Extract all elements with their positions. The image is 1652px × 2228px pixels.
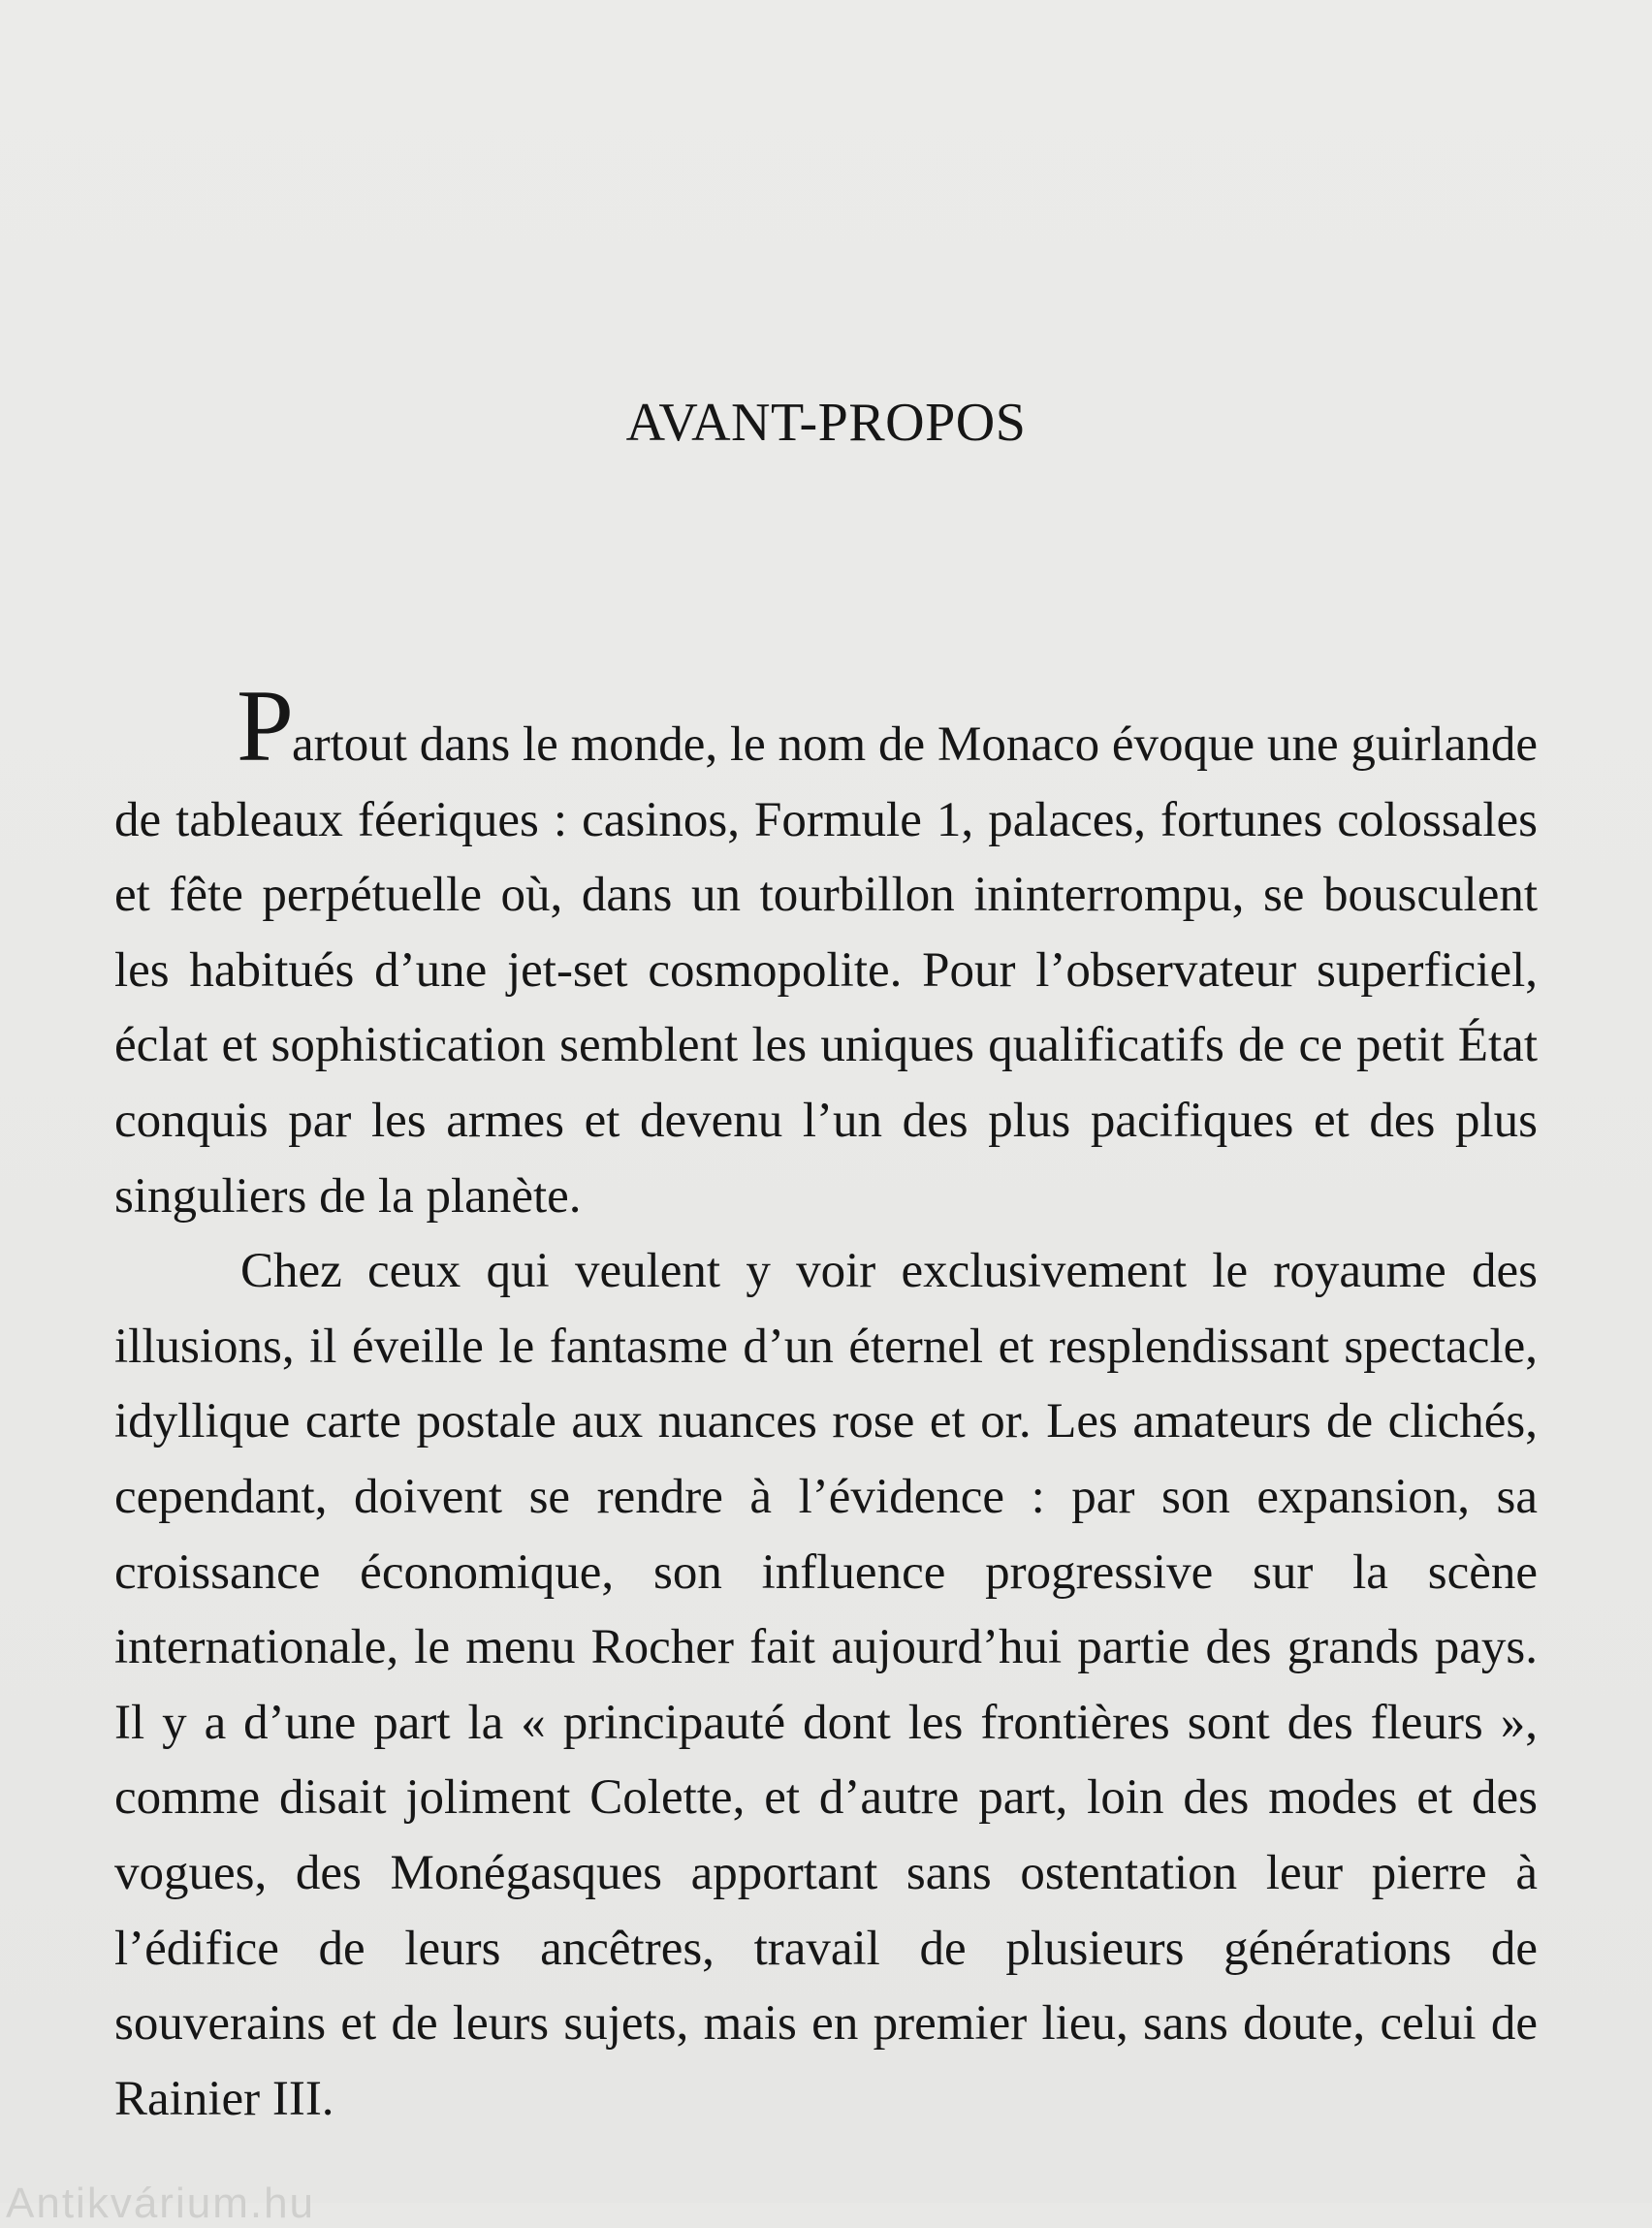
body-text xyxy=(114,669,1538,2137)
drop-cap: P xyxy=(237,669,294,782)
page-title: AVANT-PROPOS xyxy=(625,393,1027,453)
paragraph-1 xyxy=(114,669,1538,1234)
watermark: Antikvárium.hu xyxy=(6,2180,316,2227)
paragraph-1-text: artout dans le monde, le nom de Monaco évoque une guirlande de tableaux féeriques : casinos, Formule 1, palaces, fortunes colossales et fête perpétuelle où, dans un tourbillon ininterrompu, se bousculent les habitués d’une jet-set cosmopolite. Pour l’observateur superficiel, éclat et sophistication semblent les uniques qualificatifs de ce petit État conquis par les armes et devenu l’un des plus pacifiques et des plus singuliers de la planète. xyxy=(114,717,1538,1224)
paragraph-2: Chez ceux qui veulent y voir exclusivement le royaume des illusions, il éveille le fantasme d’un éternel et resplendissant spectacle, idyllique carte postale aux nuances rose et or. Les amateurs de clichés, cependant, doivent se rendre à l’évidence : par son expansion, sa croissance économique, son influence progressive sur la scène internationale, le menu Rocher fait aujourd’hui partie des grands pays. Il y a d’une part la « principauté dont les frontières sont des fleurs », comme disait joliment Colette, et d’autre part, loin des modes et des vogues, des Monégasques apportant sans ostentation leur pierre à l’édifice de leurs ancêtres, travail de plusieurs générations de souverains et de leurs sujets, mais en premier lieu, sans doute, celui de Rainier III. xyxy=(114,1244,1538,2126)
